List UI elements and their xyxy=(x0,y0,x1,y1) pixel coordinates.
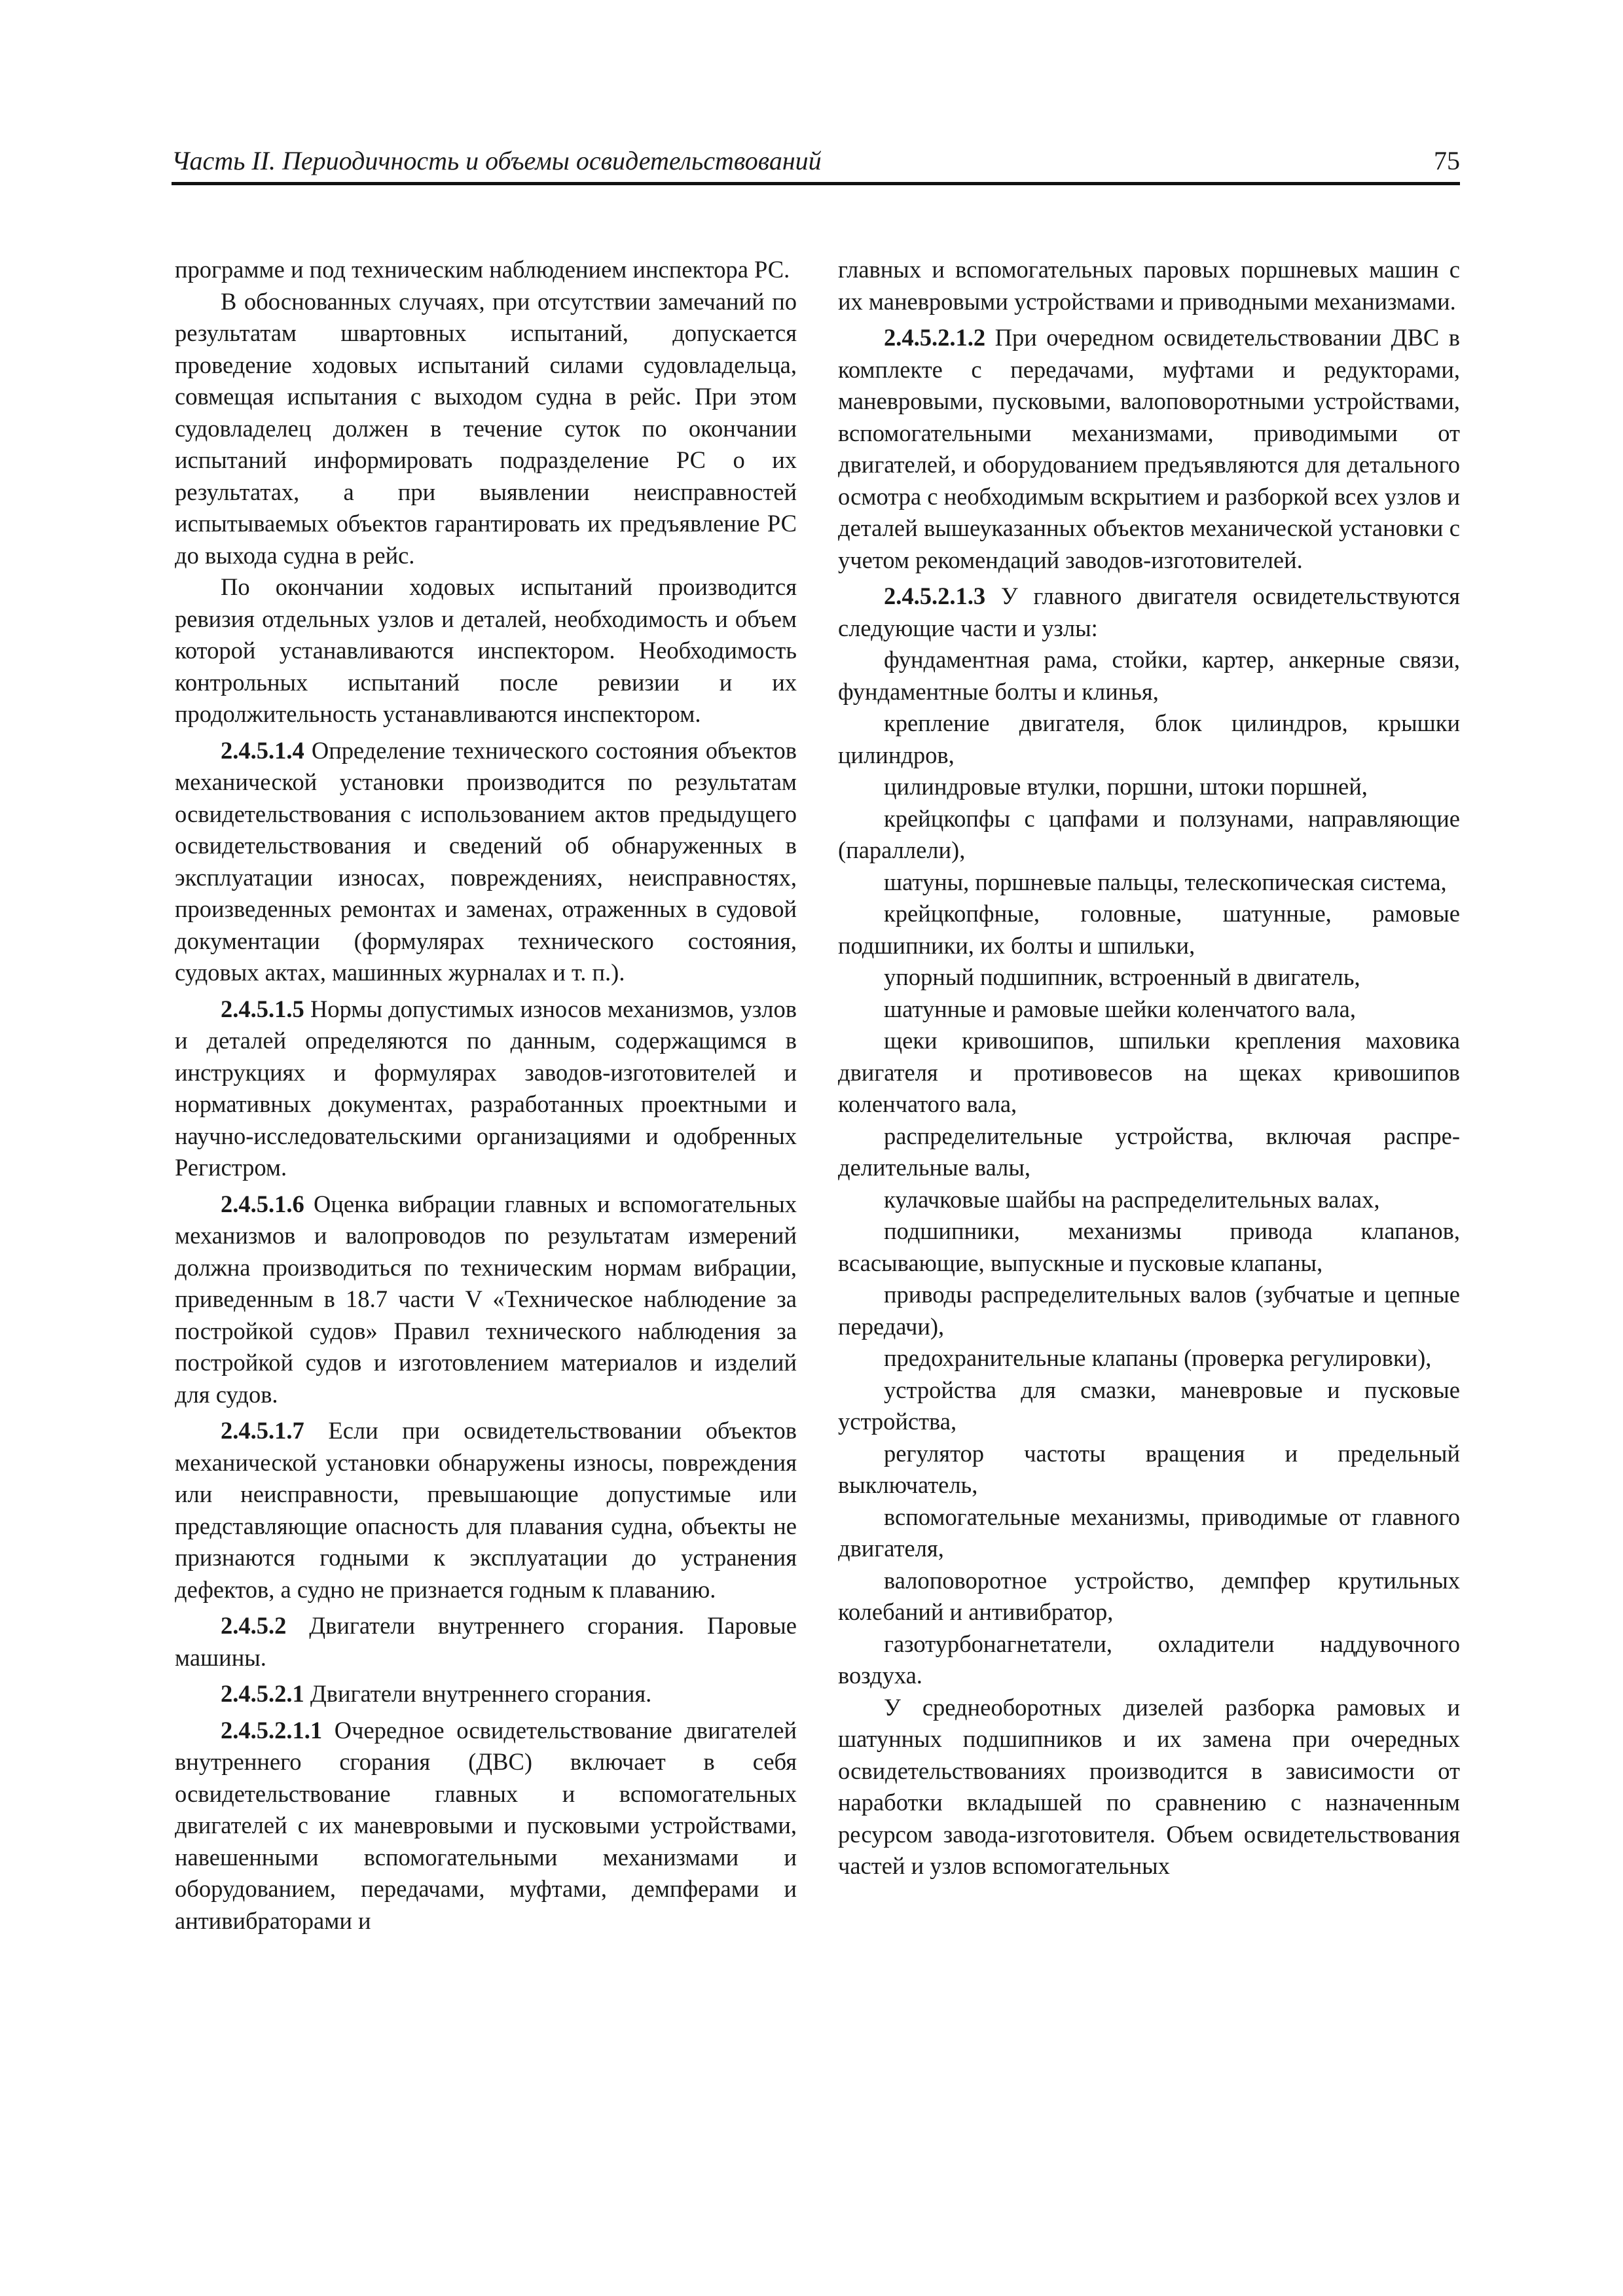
section-number: 2.4.5.1.6 xyxy=(221,1190,304,1217)
paragraph-text: Определение технического состояния объектов механической установки производится по результатам освидетельствования с использованием актов предыдущего освидетельствования и сведений об обнаруженных в эксплуатации износах, повреждениях, неисправностях, произведенных ремонтах и заменах, отраженных в судовой документации (формулярах технического состояния, судовых актах, машинных журналах и т. п.). xyxy=(175,736,797,986)
paragraph xyxy=(838,1438,1460,1501)
paragraph-text: щеки кривошипов, шпильки крепления маховика двигателя и противовесов на щеках кривошипов коленчатого вала, xyxy=(838,1027,1460,1117)
paragraph-text: Оценка вибрации главных и вспомогательных механизмов и валопроводов по результатам измерений должна производиться по техническим нормам вибрации, приведенным в 18.7 части V «Техническое наблюдение за постройкой судов» Правил технического наблюдения за постройкой судов и изготовлением материалов и изделий для судов. xyxy=(175,1190,797,1408)
paragraph-text: цилиндровые втулки, поршни, штоки поршней, xyxy=(884,773,1368,800)
section-number: 2.4.5.2.1.2 xyxy=(884,324,986,351)
paragraph-text: приводы распределительных валов (зубчатые и цепные передачи), xyxy=(838,1281,1460,1340)
paragraph xyxy=(838,1279,1460,1342)
header-title: Часть II. Периодичность и объемы освидетельствований xyxy=(172,146,822,175)
paragraph-text: У главного двигателя освидетельствуются следующие части и узлы: xyxy=(838,583,1460,641)
paragraph-text: У среднеоборотных дизелей разборка рамовых и шатунных подшипников и их замена при очередных освидетельствованиях производится в зависимости от наработки вкладышей по сравнению с назначенным ресурсом завода-изготовителя. Объем освидетельствования частей и узлов вспомогательных xyxy=(838,1693,1460,1879)
paragraph-text: валоповоротное устройство, демпфер крутильных колебаний и антивибратор, xyxy=(838,1566,1460,1625)
paragraph-text: распределительные устройства, включая распределительные валы, xyxy=(838,1122,1460,1181)
paragraph-text: устройства для смазки, маневровые и пусковые устройства, xyxy=(838,1376,1460,1435)
paragraph xyxy=(838,1692,1460,1882)
paragraph-text: шатунные и рамовые шейки коленчатого вала, xyxy=(884,995,1356,1022)
section-number: 2.4.5.2 xyxy=(221,1612,287,1639)
paragraph xyxy=(838,867,1460,899)
page-number: 75 xyxy=(1434,146,1460,175)
paragraph xyxy=(838,1184,1460,1216)
paragraph-text: подшипники, механизмы привода клапанов, всасывающие, выпускные и пусковые клапаны, xyxy=(838,1217,1460,1276)
paragraph-text: крепление двигателя, блок цилиндров, крышки цилиндров, xyxy=(838,709,1460,768)
paragraph xyxy=(175,254,797,286)
paragraph-text: В обоснованных случаях, при отсутствии замечаний по результатам швартовных испытаний, допускается проведение ходовых испытаний силами судовладельца, совмещая испытания с выходом судна в рейс. При этом судовладелец должен в течение суток по окончании испытаний информировать подразделение РС о их результатах, а при выявлении неисправностей испытываемых объектов гарантировать их предъявление РС до выхода судна в рейс. xyxy=(175,287,797,569)
paragraph-text: При очередном освидетельствовании ДВС в комплекте с передачами, муфтами и редукторами, маневровыми, пусковыми, валоповоротными устройствами, вспомогательными механизмами, приводимыми от двигателей, и оборудованием предъявляются для детального осмотра с необходимым вскрытием и разборкой всех узлов и деталей вышеуказанных объектов механической установки с учетом рекомендаций заводов-изготовителей. xyxy=(838,324,1461,573)
paragraph xyxy=(838,708,1460,771)
paragraph-text: крейцкопфные, головные, шатунные, рамовые подшипники, их болты и шпильки, xyxy=(838,900,1460,959)
paragraph-text: газотурбонагнетатели, охладители наддувочного воздуха. xyxy=(838,1630,1460,1689)
paragraph xyxy=(838,254,1460,317)
paragraph-text: программе и под техническим наблюдением инспектора РС. xyxy=(175,256,790,283)
running-header xyxy=(172,143,1460,185)
section-number: 2.4.5.1.7 xyxy=(221,1417,304,1444)
paragraph xyxy=(175,994,797,1184)
paragraph-text: Если при освидетельствовании объектов механической установки обнаружены износы, повреждения или неисправности, превышающие допустимые или представляющие опасность для плавания судна, объекты не признаются годными к эксплуатации до устранения дефектов, а судно не признается годным к плаванию. xyxy=(175,1417,797,1603)
paragraph-text: шатуны, поршневые пальцы, телескопическая система, xyxy=(884,868,1447,895)
paragraph-text: Двигатели внутреннего сгорания. Паровые машины. xyxy=(175,1612,797,1671)
section-number: 2.4.5.1.5 xyxy=(221,995,304,1022)
paragraph xyxy=(838,1501,1460,1565)
paragraph xyxy=(838,803,1460,867)
right-text-column xyxy=(838,254,1460,1882)
paragraph xyxy=(838,898,1460,961)
paragraph xyxy=(175,735,797,989)
paragraph-text: Очередное освидетельствование двигателей внутреннего сгорания (ДВС) включает в себя освидетельствование главных и вспомогательных двигателей с их маневровыми и пусковыми устройствами, навешенными вспомогательными механизмами и оборудованием, передачами, муфтами, демпферами и антивибраторами и xyxy=(175,1716,797,1934)
section-number: 2.4.5.2.1.3 xyxy=(884,583,986,609)
paragraph xyxy=(175,571,797,730)
paragraph xyxy=(175,1189,797,1411)
paragraph-text: Нормы допустимых износов механизмов, узлов и деталей определяются по данным, содержащимся в инструкциях и формулярах заводов-изготовителей и нормативных документах, разработанных проектными и научно-исследовательскими организациями и одобренных Регистром. xyxy=(175,995,797,1181)
paragraph-text: вспомогательные механизмы, приводимые от главного двигателя, xyxy=(838,1503,1460,1562)
paragraph-text: Двигатели внутреннего сгорания. xyxy=(310,1680,652,1707)
section-number: 2.4.5.2.1.1 xyxy=(221,1716,323,1744)
paragraph-text: По окончании ходовых испытаний производится ревизия отдельных узлов и деталей, необходимость и объем которой устанавливаются инспектором. Необходимость контрольных испытаний после ревизии и их продолжительность устанавливаются инспектором. xyxy=(175,573,797,727)
paragraph xyxy=(175,286,797,572)
paragraph xyxy=(838,961,1460,994)
paragraph-text: регулятор частоты вращения и предельный выключатель, xyxy=(838,1439,1460,1498)
paragraph xyxy=(838,1342,1460,1374)
paragraph xyxy=(838,994,1460,1026)
section-number: 2.4.5.1.4 xyxy=(221,736,304,764)
paragraph xyxy=(838,1374,1460,1438)
paragraph xyxy=(838,1565,1460,1628)
paragraph xyxy=(175,1415,797,1605)
section-number: 2.4.5.2.1 xyxy=(221,1680,304,1707)
paragraph xyxy=(838,1215,1460,1279)
paragraph-text: главных и вспомогательных паровых поршневых машин с их маневровыми устройствами и приводными механизмами. xyxy=(838,256,1460,315)
paragraph xyxy=(838,1121,1460,1184)
paragraph xyxy=(175,1610,797,1674)
paragraph xyxy=(838,1628,1460,1692)
paragraph-text: предохранительные клапаны (проверка регулировки), xyxy=(884,1344,1432,1371)
paragraph xyxy=(838,771,1460,803)
paragraph-text: крейцкопфы с цапфами и ползунами, направляющие (параллели), xyxy=(838,804,1460,863)
paragraph-text: кулачковые шайбы на распределительных валах, xyxy=(884,1185,1380,1213)
paragraph xyxy=(175,1678,797,1710)
paragraph xyxy=(175,1715,797,1937)
paragraph xyxy=(838,1025,1460,1121)
left-text-column xyxy=(175,254,797,1937)
paragraph xyxy=(838,581,1460,644)
paragraph-text: упорный подшипник, встроенный в двигатель, xyxy=(884,963,1360,990)
paragraph xyxy=(838,322,1460,576)
paragraph xyxy=(838,644,1460,708)
paragraph-text: фундаментная рама, стойки, картер, анкерные связи, фундаментные болты и клинья, xyxy=(838,646,1460,705)
